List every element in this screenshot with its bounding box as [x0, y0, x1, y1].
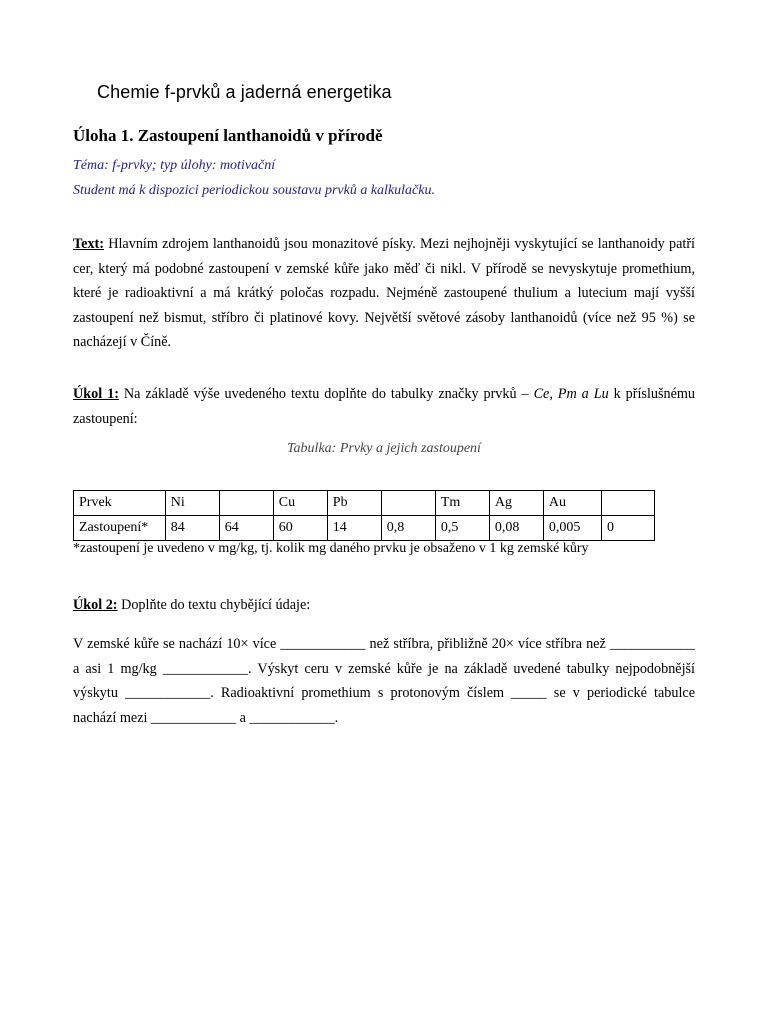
table-cell: Zastoupení* [74, 516, 166, 541]
task1-symbols: Ce, Pm a Lu [533, 386, 609, 402]
task1-body-before: Na základě výše uvedeného textu doplňte do tabulky značky prvků – [118, 386, 534, 402]
task2-body: V zemské kůře se nachází 10× více ____________ než stříbra, přibližně 20× více stříbra než ____________ a asi 1 mg/kg ____________. Výskyt ceru v zemské kůře je na základě uvedené tabulky nejpodobnější výskytu ____________. Radioaktivní promethium s protonovým číslem _____ se v periodické tabulce nachází mezi ____________ a ____________. [73, 636, 695, 726]
text-paragraph [73, 232, 695, 355]
text-label: Text: [73, 236, 104, 252]
task2-instruction: Doplňte do textu chybějící údaje: [117, 597, 311, 613]
text-body: Hlavním zdrojem lanthanoidů jsou monazitové písky. Mezi nejhojněji vyskytující se lanthanoidy patří cer, který má podobné zastoupení v zemské kůře jako měď či nikl. V přírodě se nevyskytuje promethium, které je radioaktivní a má krátký poločas rozpadu. Nejméně zastoupené thulium a lutecium mají vyšší zastoupení než bismut, stříbro či platinové kovy. Největší světové zásoby lanthanoidů (více než 95 %) se nacházejí v Číně. [73, 236, 695, 350]
task1-label: Úkol 1: [73, 386, 119, 402]
table-cell: 0 [601, 516, 654, 541]
task2-label: Úkol 2: [73, 597, 118, 613]
table-cell: 84 [165, 516, 219, 541]
elements-table [73, 490, 655, 541]
table-row [74, 516, 655, 541]
table-cell: 0,005 [543, 516, 601, 541]
table-cell: 0,08 [489, 516, 543, 541]
table-cell: 0,8 [381, 516, 435, 541]
task2-paragraph [73, 593, 695, 618]
table-cell: Ni [165, 491, 219, 516]
table-cell-blank [381, 491, 435, 516]
table-cell-blank [601, 491, 654, 516]
table-cell: Pb [327, 491, 381, 516]
table-cell: 64 [219, 516, 273, 541]
table-cell: Prvek [74, 491, 166, 516]
table-cell: Ag [489, 491, 543, 516]
table-cell: 14 [327, 516, 381, 541]
table-cell-blank [219, 491, 273, 516]
task1-body-after: k příslušnému zastoupení: [73, 386, 696, 427]
task1-paragraph [73, 382, 695, 431]
table-cell: Au [543, 491, 601, 516]
table-cell: 0,5 [435, 516, 489, 541]
table-cell: Cu [273, 491, 327, 516]
table-footnote: *zastoupení je uvedeno v mg/kg, tj. kolik mg daného prvku je obsaženo v 1 kg zemské kůry [73, 541, 589, 556]
table-cell: 60 [273, 516, 327, 541]
page-title: Chemie f-prvků a jaderná energetika [97, 82, 392, 102]
table-caption: Tabulka: Prvky a jejich zastoupení [287, 441, 481, 456]
table-row [74, 491, 655, 516]
table-cell: Tm [435, 491, 489, 516]
task-theme: Téma: f-prvky; typ úlohy: motivační [73, 158, 276, 173]
student-note: Student má k dispozici periodickou soustavu prvků a kalkulačku. [73, 183, 435, 198]
task-title: Úloha 1. Zastoupení lanthanoidů v přírodě [73, 126, 383, 145]
